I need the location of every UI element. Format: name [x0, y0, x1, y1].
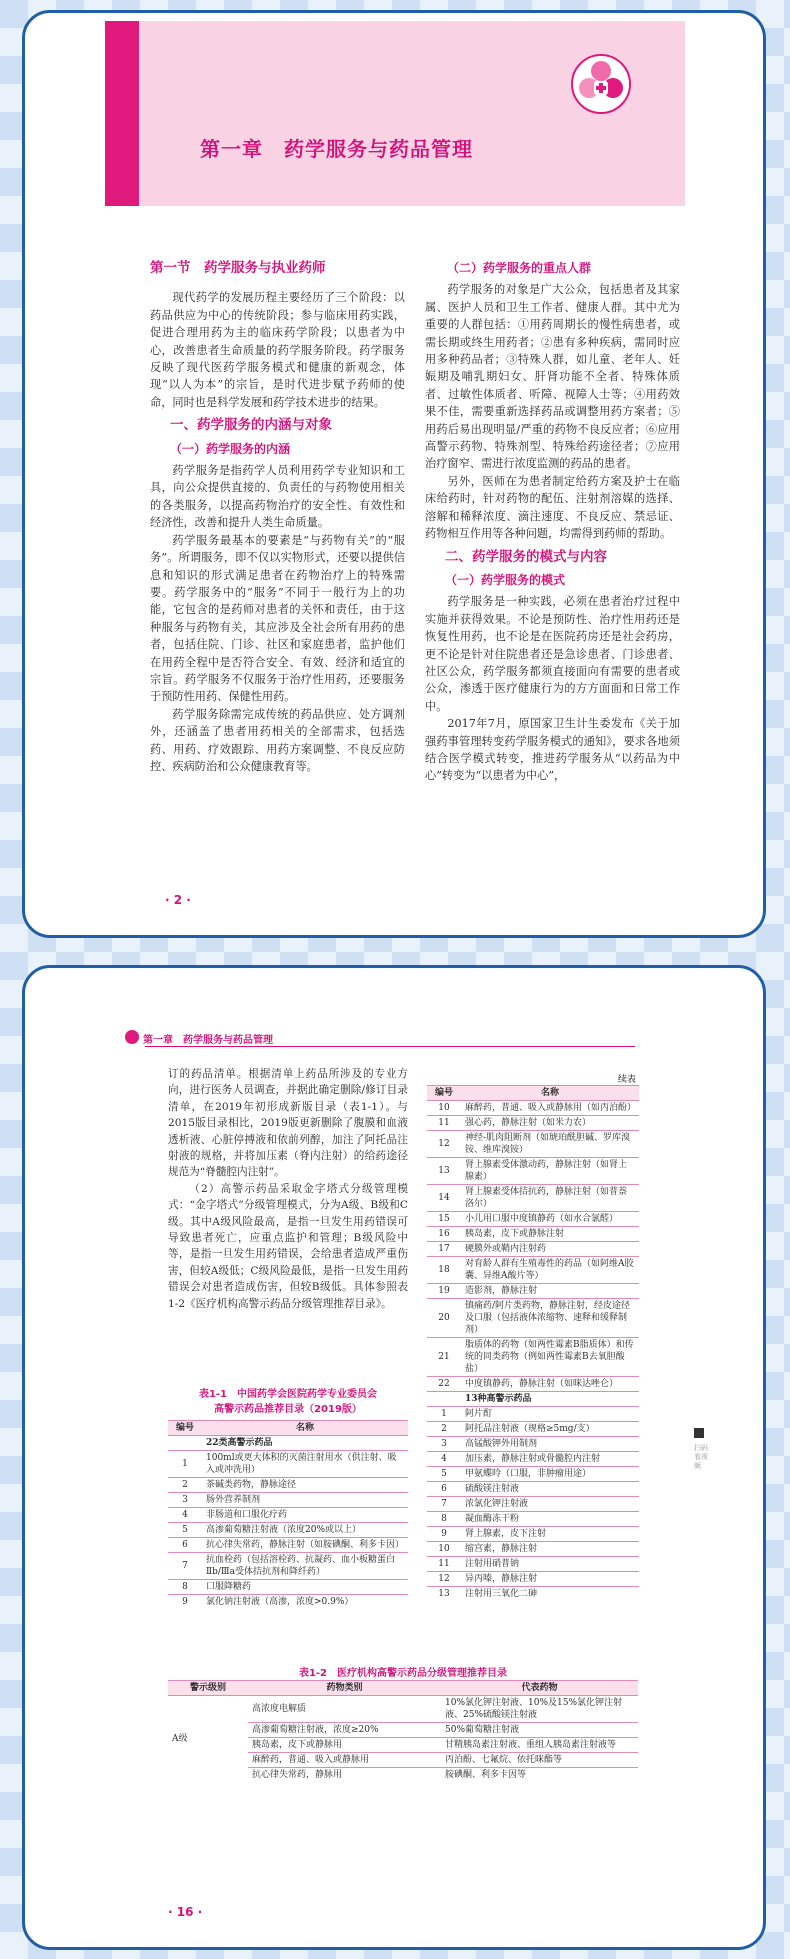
table-cell: 强心药，静脉注射（如米力农） [461, 1116, 639, 1131]
paragraph: 另外，医师在为患者制定给药方案及护士在临床给药时，针对药物的配伍、注射剂溶媒的选择、溶解和稀释浓度、滴注速度、不良反应、禁忌证、药物相互作用等各种问题，均需得到药师的帮助。 [425, 474, 680, 541]
table-row [168, 1595, 408, 1610]
table-cell: 9 [168, 1595, 202, 1610]
table-cell: 浓氯化钾注射液 [461, 1497, 639, 1512]
table-cell: 13 [427, 1158, 461, 1185]
table-cell: 缩宫素，静脉注射 [461, 1542, 639, 1557]
table-cell: 肾上腺素受体激动药，静脉注射（如肾上腺素） [461, 1158, 639, 1185]
table-caption: 表1-2 医疗机构高警示药品分级管理推荐目录 [298, 1668, 508, 1679]
table-cell: 脂质体的药物（如两性霉素B脂质体）和传统的同类药物（例如两性霉素B去氧胆酸盐） [461, 1338, 639, 1377]
divider [145, 1046, 635, 1047]
pharmacy-logo-icon [570, 53, 632, 115]
table-cell: 21 [427, 1338, 461, 1377]
table-cell: 4 [168, 1508, 202, 1523]
table-cell: 甘精胰岛素注射液、重组人胰岛素注射液等 [441, 1738, 638, 1753]
table-cell: 小儿用口服中度镇静药（如水合氯醛） [461, 1212, 639, 1227]
paragraph: （2）高警示药品采取金字塔式分级管理模式：“金字塔式”分级管理模式，分为A级、B级和C级。其中A级风险最高，是指一旦发生用药错误可导致患者死亡，应重点监护和管理；B级风险中等，是指一旦发生用药错误，会给患者造成严重伤害，但较A级低；C级风险最低，是指一旦发生用药错误会对患者造成伤害，但较B级低。具体参照表1-2《医疗机构高警示药品分级管理推荐目录》。 [168, 1182, 408, 1310]
table-row [427, 1572, 639, 1587]
table-row [427, 1512, 639, 1527]
table-cell: 8 [168, 1580, 202, 1595]
heading-2: （一）药学服务的内涵 [170, 441, 291, 456]
table-row [427, 1497, 639, 1512]
table-cell: 3 [168, 1493, 202, 1508]
table-cell: 神经-肌肉阻断剂（如琥珀酰胆碱、罗库溴铵、维库溴铵） [461, 1131, 639, 1158]
table-row [168, 1523, 408, 1538]
table-cell [427, 1392, 461, 1407]
table-1-1 [168, 1420, 408, 1609]
table-row [427, 1116, 639, 1131]
heading-1: 二、药学服务的模式与内容 [445, 548, 607, 565]
table-cell: 高锰酸钾外用制剂 [461, 1437, 639, 1452]
table-cell: 3 [427, 1437, 461, 1452]
table-row [427, 1242, 639, 1257]
table-cell: 10 [427, 1101, 461, 1116]
table-cell: 镇痛药/阿片类药物，静脉注射，经皮途径及口服（包括液体浓缩物、速释和缓释制剂） [461, 1299, 639, 1338]
table-row [427, 1227, 639, 1242]
table-cell: 12 [427, 1572, 461, 1587]
table-row [427, 1299, 639, 1338]
page-number: · 16 · [168, 1905, 203, 1919]
table-cell: 肠外营养制剂 [202, 1493, 408, 1508]
table-row [168, 1696, 638, 1723]
table-cell: 6 [168, 1538, 202, 1553]
table-cell: 2 [427, 1422, 461, 1437]
heading-2: （一）药学服务的模式 [445, 572, 566, 587]
table-cell: 高渗葡萄糖注射液（浓度20%或以上） [202, 1523, 408, 1538]
table-cell: 100ml或更大体积的灭菌注射用水（供注射、吸入或冲洗用） [202, 1451, 408, 1478]
table-cell: 22 [427, 1377, 461, 1392]
table-caption-line: 高警示药品推荐目录（2019版） [214, 1404, 362, 1415]
table-row [427, 1452, 639, 1467]
table-row [427, 1101, 639, 1116]
table-1-2 [168, 1680, 638, 1782]
table-cell: 4 [427, 1452, 461, 1467]
table-row [427, 1587, 639, 1602]
table-cell: 高渗葡萄糖注射液，浓度≥20% [248, 1723, 441, 1738]
table-row [427, 1257, 639, 1284]
table-row [427, 1482, 639, 1497]
table-row [427, 1185, 639, 1212]
table-row [168, 1580, 408, 1595]
table-cell: 硬膜外或鞘内注射药 [461, 1242, 639, 1257]
continued-label: 续表 [618, 1075, 637, 1085]
table-cell: 凝血酶冻干粉 [461, 1512, 639, 1527]
paragraph: 药学服务的对象是广大公众，包括患者及其家属、医护人员和卫生工作者、健康人群。其中尤为重要的人群包括：①用药周期长的慢性病患者，或需长期或终生用药者；②患有多种疾病，需同时应用多种药品者；③特殊人群，如儿童、老年人、妊娠期及哺乳期妇女、肝肾功能不全者、特殊体质者、过敏性体质者、听障、视障人士等；④用药效果不佳，需要重新选择药品或调整用药方案者；⑤用药后易出现明显/严重的药物不良反应者；⑥应用高警示药物、特殊剂型、特殊给药途径者；⑦应用治疗窗窄、需进行浓度监测的药品的患者。 [425, 283, 680, 471]
heading-1: 一、药学服务的内涵与对象 [170, 417, 332, 434]
table-cell: 麻醉药，普通、吸入或静脉用（如丙泊酚） [461, 1101, 639, 1116]
table-row [168, 1508, 408, 1523]
table-cell: 18 [427, 1257, 461, 1284]
table-cell: 20 [427, 1299, 461, 1338]
table-row [427, 1557, 639, 1572]
table-row [427, 1131, 639, 1158]
table-row [427, 1158, 639, 1185]
table-group-label: 22类高警示药品 [202, 1436, 408, 1451]
table-cell: 12 [427, 1131, 461, 1158]
heading-2: （二）药学服务的重点人群 [447, 261, 592, 275]
table-cell: 高浓度电解质 [248, 1696, 441, 1723]
paragraph: 药学服务除需完成传统的药品供应、处方调剂外，还涵盖了患者用药相关的全部需求，包括选药、用药、疗效跟踪、用药方案调整、不良反应防控、疾病防治和公众健康教育等。 [150, 707, 405, 773]
paragraph: 药学服务是一种实践，必须在患者治疗过程中实施并获得效果。不论是预防性、治疗性用药还是恢复性用药，也不论是在医院药房还是社会药房，更不论是针对住院患者还是急诊患者、门诊患者、社区公众，药学服务都须直接面向有需要的患者或公众，渗透于医疗健康行为的方方面面和日常工作中。 [425, 595, 680, 713]
table-cell: 中度镇静药，静脉注射（如咪达唑仑） [461, 1377, 639, 1392]
paragraph: 订的药品清单。根据清单上药品所涉及的专业方向，进行医务人员调查，并据此确定删除/修订目录清单，在2019年初形成新版目录（表1-1）。与2015版目录相比，2019版更新删除了腹膜和血液透析液、心脏停搏液和依前列醇，加注了阿托品注射液的规格，并将加压素（脊内注射）的给药途径规范为“脊髓腔内注射”。 [168, 1068, 408, 1179]
table-cell: 阿托品注射液（规格≥5mg/支） [461, 1422, 639, 1437]
table-cell: 10%氯化钾注射液、10%及15%氯化钾注射液、25%硫酸镁注射液 [441, 1696, 638, 1723]
table-row [168, 1493, 408, 1508]
qr-code-icon [694, 1428, 704, 1438]
section-title: 第一节 药学服务与执业药师 [150, 260, 326, 276]
warning-level-cell: A级 [168, 1696, 248, 1783]
table-cell: 抗心律失常药，静脉注射（如胺碘酮、利多卡因） [202, 1538, 408, 1553]
table-caption-line: 表1-1 中国药学会医院药学专业委员会 [198, 1389, 378, 1400]
paragraph: 药学服务最基本的要素是“与药物有关”的“服务”。所谓服务，即不仅以实物形式，还要以提供信息和知识的形式满足患者在药物治疗上的特殊需要。药学服务中的“服务”不同于一般行为上的功能，它包含的是药师对患者的关怀和责任，由于这种服务与药物有关，其应涉及全社会所有用药的患者，包括住院、门诊、社区和家庭患者，监护他们在用药全程中是否符合安全、有效、经济和适宜的宗旨。药学服务不仅服务于治疗性用药，还要服务于预防性用药、保健性用药。 [150, 533, 405, 704]
table-cell: 造影剂，静脉注射 [461, 1284, 639, 1299]
paragraph: 药学服务是指药学人员利用药学专业知识和工具，向公众提供直接的、负责任的与药物使用相关的各类服务，以提高药物治疗的安全性、有效性和经济性，改善和提升人类生命质量。 [150, 464, 405, 530]
table-cell: 阿片酊 [461, 1407, 639, 1422]
chapter-title: 第一章 药学服务与药品管理 [200, 137, 473, 161]
table-cell: 抗血栓药（包括溶栓药、抗凝药、血小板糖蛋白Ⅱb/Ⅲa受体拮抗剂和降纤药） [202, 1553, 408, 1580]
table-cell: 甲氨蝶呤（口服，非肿瘤用途） [461, 1467, 639, 1482]
column-header: 药物类别 [248, 1681, 441, 1696]
table-cell: 11 [427, 1116, 461, 1131]
table-row [168, 1538, 408, 1553]
page-16 [22, 965, 766, 1950]
table-cell: 5 [427, 1467, 461, 1482]
table-row [168, 1451, 408, 1478]
table-cell: 氯化钠注射液（高渗，浓度>0.9%） [202, 1595, 408, 1610]
table-group-label: 13种高警示药品 [461, 1392, 639, 1407]
table-cell: 50%葡萄糖注射液 [441, 1723, 638, 1738]
table-row [427, 1377, 639, 1392]
chapter-logo-icon [125, 1030, 139, 1044]
table-row [427, 1422, 639, 1437]
table-cell: 7 [168, 1553, 202, 1580]
paragraph: 2017年7月，原国家卫生计生委发布《关于加强药事管理转变药学服务模式的通知》，要求各地须结合医学模式转变，推进药学服务从“以药品为中心”转变为“以患者为中心”， [425, 717, 680, 783]
table-cell: 口服降糖药 [202, 1580, 408, 1595]
table-row [427, 1527, 639, 1542]
table-row [427, 1338, 639, 1377]
column-header: 警示级别 [168, 1681, 248, 1696]
table-cell: 胺碘酮、利多卡因等 [441, 1768, 638, 1783]
table-cell: 异丙嗪，静脉注射 [461, 1572, 639, 1587]
table-cell: 注射用硝普钠 [461, 1557, 639, 1572]
side-note: 扫码看视频 [694, 1444, 708, 1470]
table-cell: 19 [427, 1284, 461, 1299]
table-cell: 9 [427, 1527, 461, 1542]
table-cell: 11 [427, 1557, 461, 1572]
table-row [427, 1284, 639, 1299]
table-cell: 8 [427, 1512, 461, 1527]
table-cell: 胰岛素，皮下或静脉注射 [461, 1227, 639, 1242]
table-cell: 非肠道和口服化疗药 [202, 1508, 408, 1523]
chapter-banner-bar [105, 21, 139, 206]
table-row [168, 1478, 408, 1493]
table-row [427, 1392, 639, 1407]
table-cell: 16 [427, 1227, 461, 1242]
table-cell: 14 [427, 1185, 461, 1212]
table-cell: 丙泊酚、七氟烷、依托咪酯等 [441, 1753, 638, 1768]
table-cell: 2 [168, 1478, 202, 1493]
table-cell: 1 [168, 1451, 202, 1478]
table-cell: 胰岛素，皮下或静脉用 [248, 1738, 441, 1753]
page-2 [22, 10, 766, 938]
table-row [427, 1437, 639, 1452]
paragraph: 现代药学的发展历程主要经历了三个阶段：以药品供应为中心的传统阶段；参与临床用药实践，促进合理用药为主的临床药学阶段；以患者为中心，改善患者生命质量的药学服务阶段。药学服务反映了现代医药学服务模式和健康的新观念，体现“以人为本”的宗旨，是时代进步赋予药师的使命，同时也是科学发展和药学技术进步的结果。 [150, 291, 405, 409]
table-row [427, 1467, 639, 1482]
table-cell: 10 [427, 1542, 461, 1557]
column-header: 编号 [168, 1421, 202, 1436]
table-caption [168, 1385, 408, 1415]
table-cell: 对育龄人群有生殖毒性的药品（如阿维A胶囊、异维A酸片等） [461, 1257, 639, 1284]
table-cell: 肾上腺素，皮下注射 [461, 1527, 639, 1542]
page-number: · 2 · [165, 893, 191, 907]
table-cell: 注射用三氧化二砷 [461, 1587, 639, 1602]
table-cell: 5 [168, 1523, 202, 1538]
table-cell: 硫酸镁注射液 [461, 1482, 639, 1497]
left-column [150, 260, 405, 775]
table-cell: 17 [427, 1242, 461, 1257]
table-cell: 抗心律失常药，静脉用 [248, 1768, 441, 1783]
table-cell: 13 [427, 1587, 461, 1602]
table-row [427, 1407, 639, 1422]
table-1-1-continued [427, 1085, 639, 1601]
table-row [168, 1553, 408, 1580]
table-cell: 7 [427, 1497, 461, 1512]
running-head: 第一章 药学服务与药品管理 [143, 1035, 273, 1046]
column-header: 代表药物 [441, 1681, 638, 1696]
table-cell: 1 [427, 1407, 461, 1422]
column-header: 名称 [202, 1421, 408, 1436]
table-cell: 15 [427, 1212, 461, 1227]
table-cell: 6 [427, 1482, 461, 1497]
table-cell: 肾上腺素受体拮抗药，静脉注射（如普萘洛尔） [461, 1185, 639, 1212]
table-cell: 加压素，静脉注射或骨髓腔内注射 [461, 1452, 639, 1467]
table-row [427, 1542, 639, 1557]
column-header: 编号 [427, 1086, 461, 1101]
column-header: 名称 [461, 1086, 639, 1101]
table-row [427, 1212, 639, 1227]
left-text [168, 1066, 408, 1312]
table-cell: 茶碱类药物，静脉途径 [202, 1478, 408, 1493]
right-column [425, 256, 680, 785]
table-cell: 麻醉药，普通、吸入或静脉用 [248, 1753, 441, 1768]
